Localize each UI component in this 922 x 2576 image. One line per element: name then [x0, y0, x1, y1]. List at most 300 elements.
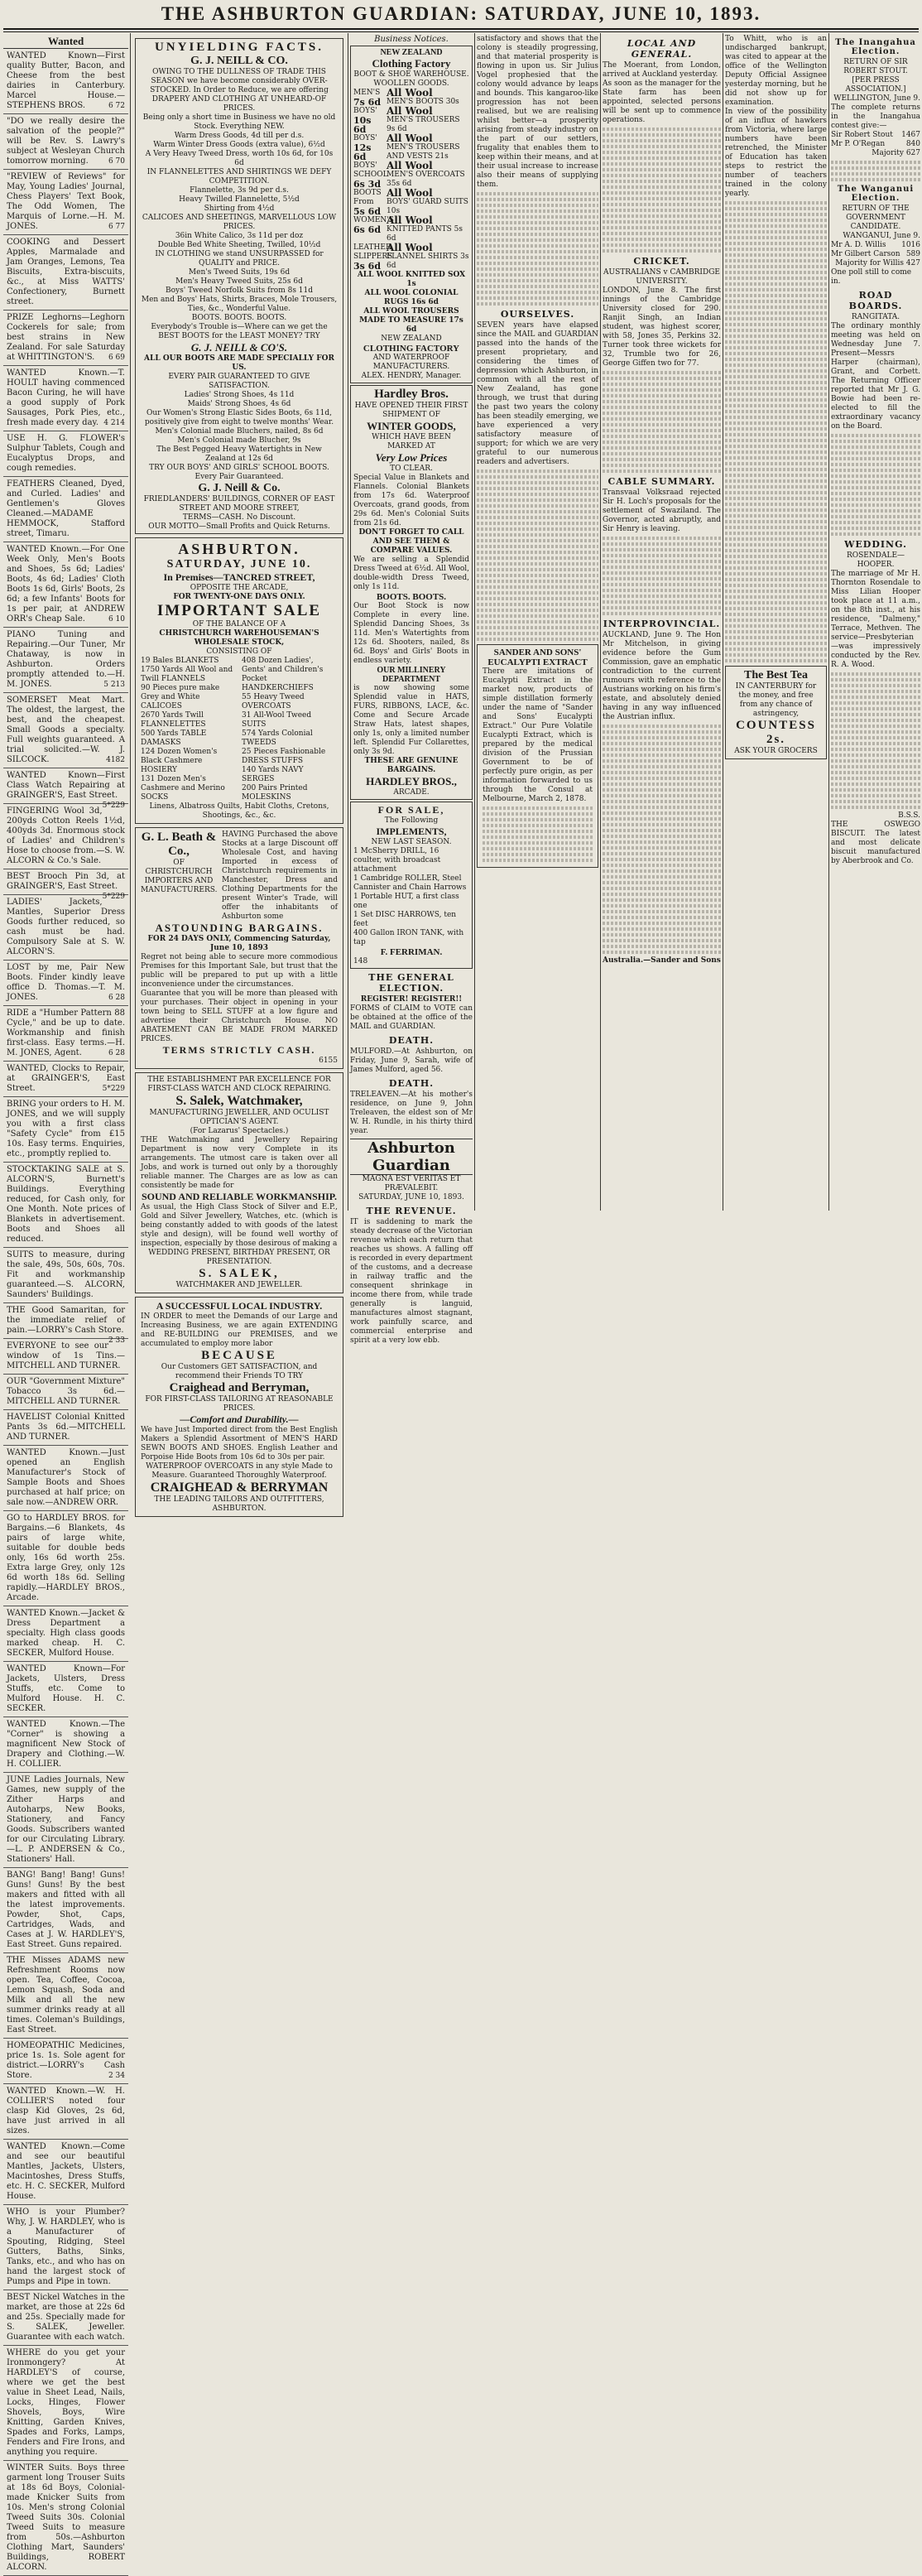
neill-line: Being only a short time in Business we have no old Stock. Everything NEW. — [142, 113, 336, 131]
text-line-placeholder — [603, 566, 721, 569]
wanted-ad-ref: 5*229 — [102, 893, 125, 901]
wool-row-left — [353, 189, 387, 216]
text-line-placeholder — [603, 777, 721, 780]
neill-boots-line: TRY OUR BOYS' AND GIRLS' SCHOOL BOOTS. Every Pair Guaranteed. — [149, 464, 329, 481]
wanted-ad-ref: 5*229 — [102, 802, 125, 810]
text-line-placeholder — [477, 469, 598, 473]
text-line-placeholder — [725, 398, 827, 402]
neill-line: 36in White Calico, 3s 11d per doz — [175, 232, 304, 240]
wool-row — [353, 161, 469, 189]
wedding-heading: WEDDING. — [844, 539, 907, 550]
text-line-placeholder — [603, 458, 721, 461]
text-line-placeholder — [477, 609, 598, 612]
local-paragraph-2: As soon as the manager for the State farm has been appointed, selected persons will be sent up to commence operations. — [603, 79, 721, 124]
text-line-placeholder — [483, 853, 593, 856]
text-line-placeholder — [725, 485, 827, 489]
text-line-placeholder — [831, 777, 920, 780]
text-line-placeholder — [477, 620, 598, 624]
wanted-ad — [3, 235, 128, 311]
text-line-placeholder — [725, 311, 827, 315]
text-line-placeholder — [603, 939, 721, 942]
wanted-ad-text: FEATHERS Cleaned, Dyed, and Curled. Ladies' and Gentlemen's Gloves Cleaned.—MADAME HEMMOCK, Stafford street, Timaru. — [7, 479, 125, 538]
neill-line: Shirting from 4½d — [204, 205, 275, 213]
wanted-ad-text: WANTED Known—First Class Watch Repairing at GRAINGER'S, East Street. — [7, 771, 125, 800]
text-line-placeholder — [477, 614, 598, 618]
sale-balance: OF THE BALANCE OF A — [192, 620, 286, 628]
neill-terms: TERMS—CASH. No Discount. — [182, 513, 296, 522]
text-line-placeholder — [725, 474, 827, 477]
text-line-placeholder — [477, 597, 598, 600]
sale-item: 2670 Yards Twill FLANNELETTES — [141, 711, 206, 729]
wanted-ad — [3, 477, 128, 542]
hardley-millinery: OUR MILLINERY DEPARTMENT — [377, 666, 446, 684]
text-line-placeholder — [725, 427, 827, 431]
text-line-placeholder — [477, 256, 598, 259]
text-line-placeholder — [483, 830, 593, 833]
death-heading: DEATH. — [388, 1035, 435, 1046]
wool-row-left — [353, 107, 387, 134]
wool-row-right — [387, 216, 469, 243]
tea-sub: IN CANTERBURY for the money, and free from any chance of astringency, — [735, 682, 817, 718]
text-line-placeholder — [477, 296, 598, 300]
text-line-placeholder — [477, 545, 598, 548]
sale-item: 90 Pieces pure make Grey and White CALICOES — [141, 684, 220, 710]
text-line-placeholder — [603, 910, 721, 913]
text-line-placeholder — [603, 542, 721, 546]
text-line-placeholder — [725, 230, 827, 234]
oswego-notice: THE OSWEGO BISCUIT. The latest and most delicate biscuit manufactured by Aberbrook and Co. — [831, 821, 920, 865]
neill-boots-sub: EVERY PAIR GUARANTEED TO GIVE SATISFACTION. — [168, 373, 310, 390]
text-line-placeholder — [603, 452, 721, 455]
wanted-ad-text: WANTED Known.—W. H. COLLIER'S noted four clasp Kid Gloves, 2s 6d, have just arrived in all sizes. — [7, 2087, 125, 2135]
wool-row-category: BOYS' SCHOOL — [353, 161, 388, 179]
hardley-footer: HARDLEY BROS., — [366, 775, 457, 787]
neill-line: OWING TO THE DULLNESS OF TRADE THIS SEASON we have become considerably OVER-STOCKED. In Order to Reduce, we are offering — [150, 68, 329, 94]
text-line-placeholder — [477, 585, 598, 589]
wanted-ad-ref: 6 70 — [108, 157, 125, 166]
wanted-ad-text: BANG! Bang! Bang! Guns! Guns! Guns! By the best makers and fitted with all the latest improvements. Powder, Shot, Caps, Cartridges, Wads, and Cases at J. W. HARDLEY'S, East Street. Guns repaired. — [7, 1871, 125, 1949]
salek-wedding: WEDDING PRESENT, BIRTHDAY PRESENT, OR — [148, 1249, 330, 1257]
craighead-motto: —Comfort and Durability.— — [180, 1413, 299, 1425]
wanted-ad-ref: 4 214 — [103, 419, 125, 427]
wanganui-majority: Majority for Willis 427 — [835, 259, 920, 267]
wanted-ad-text: WANTED Known—First quality Butter, Bacon, and Cheese from the best dairies in Canterbury. Marcel House.—STEPHENS BROS. — [7, 51, 125, 110]
text-line-placeholder — [603, 220, 721, 224]
wool-row-price: 6s 3d — [353, 179, 382, 190]
text-line-placeholder — [603, 846, 721, 850]
text-line-placeholder — [477, 273, 598, 277]
craighead-satisfaction: Our Customers GET SATISFACTION, and recommend their Friends TO TRY — [161, 1363, 318, 1380]
wanted-ad-ref: 6 72 — [108, 102, 125, 110]
neill-boots-heading: ALL OUR BOOTS ARE MADE SPECIALLY FOR US. — [144, 354, 334, 372]
text-line-placeholder — [603, 904, 721, 908]
beath-ref: 6155 — [319, 1057, 338, 1065]
text-line-placeholder — [603, 898, 721, 902]
sander-body: There are imitations of Eucalypti Extract in the market now, products of simple distillation formerly under the name of "Sander and Sons' Eucalypti Extract." Our Pure Volatile Eucalypti Extract, which is prepared by the medical division of the Prussian Government to be of perfectly pure origin, as per information forwarded to us through the Consul at Melbourne, March 2, 1878. — [483, 667, 593, 803]
wanted-ad-text: HOMEOPATHIC Medicines, price 1s. 1s. Sole agent for district.—LORRY's Cash Store. — [7, 2041, 125, 2080]
text-line-placeholder — [831, 707, 920, 710]
text-line-placeholder — [725, 410, 827, 413]
wanted-ad-text: BEST Brooch Pin 3d, at GRAINGER'S, East Street. — [7, 872, 125, 891]
wanted-ad — [3, 1006, 128, 1062]
wool-row — [353, 107, 469, 134]
hardley-selling: We are selling a Splendid Dress Tweed at 6½d. All Wool, double-width Dress Tweed, only 1s 11d. — [353, 556, 469, 591]
beath-place: OF CHRISTCHURCH — [145, 859, 213, 876]
neill-boots-line: Men's Colonial made Bluchers, nailed, 8s 6d — [155, 427, 324, 436]
wanted-ad-text: HAVELIST Colonial Knitted Pants 3s 6d.—MITCHELL AND TURNER. — [7, 1413, 125, 1442]
wanted-ad — [3, 311, 128, 366]
wedding-initials: B.S.S. — [898, 811, 920, 820]
text-line-placeholder — [831, 806, 920, 809]
text-line-placeholder — [831, 440, 920, 443]
text-line-placeholder — [603, 835, 721, 838]
text-line-placeholder — [725, 630, 827, 633]
beath-note-2: Guarantee that you will be more than pleased with your purchases. Their object in opening in your town being to SELL STUFF at a low figure and advertise their Christchurch House. NO ABATEMENT CAN BE MADE FROM MARKED PRICES. — [141, 989, 338, 1043]
text-line-placeholder — [603, 554, 721, 557]
wool-row — [353, 216, 469, 243]
neill-line: Men and Boys' Hats, Shirts, Braces, Mole Trousers, Ties, &c., Wonderful Value. — [141, 296, 338, 313]
local-tail: Australia.—Sander and Sons — [603, 956, 721, 965]
wanted-ad — [3, 1446, 128, 1511]
text-line-placeholder — [725, 219, 827, 222]
wanted-ad-text: LOST by me, Pair New Boots. Finder kindly leave office D. Thomas.—T. M. JONES. — [7, 963, 125, 1002]
wanted-ad — [3, 1868, 128, 1953]
text-line-placeholder — [603, 435, 721, 438]
text-line-placeholder — [725, 503, 827, 506]
wanted-ad-text: SOMERSET Meat Mart. The oldest, the largest, the best, and the cheapest. Small Goods a specialty. Full weights guaranteed. A trial solicited.—W. J. SILCOCK. — [7, 696, 125, 764]
sale-items-left — [141, 657, 237, 802]
wool-row-left — [353, 161, 387, 189]
cable-body: Transvaal Volksraad rejected Sir H. Loch's proposals for the settlement of Swaziland. The Governor, acted abruptly, and Sir Henry is leaving. — [603, 489, 721, 533]
text-line-placeholder — [725, 659, 827, 662]
sale-item: 19 Bales BLANKETS — [141, 657, 219, 665]
text-line-placeholder — [725, 653, 827, 657]
text-filler — [831, 434, 920, 536]
text-line-placeholder — [831, 765, 920, 768]
text-line-placeholder — [831, 463, 920, 466]
text-line-placeholder — [603, 180, 721, 183]
text-line-placeholder — [603, 417, 721, 421]
wanted-ad-text: FINGERING Wool 3d, 200yds Cotton Reels 1½d, 400yds 3d. Enormous stock of Ladies' and Children's Hose to choose from.—S. W. ALCORN & Co.'s Sale. — [7, 807, 125, 865]
wanted-ad-text: WINTER Suits. Boys three garment long Trouser Suits at 18s 6d Boys, Colonial-made Knicker Suits from 10s. Men's strong Colonial Tweed Suits 30s. Colonial Tweed Suits to measure from 50s.—Ashburton Clothing Mart, Saunders' Buildings, ROBERT ALCORN. — [7, 2463, 125, 2572]
sale-item: 124 Dozen Women's Black Cashmere HOSIERY — [141, 748, 218, 774]
wanted-ad — [3, 431, 128, 477]
hardley-winter: WINTER GOODS, — [367, 420, 456, 432]
text-line-placeholder — [477, 551, 598, 554]
text-line-placeholder — [603, 881, 721, 884]
text-filler — [603, 371, 721, 473]
wanted-ad — [3, 869, 128, 901]
text-line-placeholder — [603, 400, 721, 403]
inangahua-majority: Majority 627 — [872, 149, 920, 157]
local-news-column — [603, 35, 721, 1209]
text-line-placeholder — [831, 161, 920, 164]
wool-row-left — [353, 243, 393, 272]
text-line-placeholder — [831, 684, 920, 687]
text-line-placeholder — [477, 556, 598, 560]
text-line-placeholder — [831, 434, 920, 437]
editorial-intro: satisfactory and shows that the colony is steadily progressing, and that material prosperity is flowing in upon us. Sir Julius Vogel prophesied that the colony would advance by leaps and bounds. This kangaroo-like progression has not been realised, but we are realising whilst better—a prosperity arising from steady industry on the part of our settlers, frugality that enables them to keep within their means, and at their usual increase to increase also their means of supplying them. — [477, 35, 598, 189]
text-line-placeholder — [831, 730, 920, 734]
text-line-placeholder — [831, 172, 920, 176]
craighead-advertisement — [135, 1297, 343, 1517]
hardley-dont: DON'T FORGET TO CALL AND SEE THEM & COMPARE VALUES. — [358, 528, 464, 555]
text-line-placeholder — [831, 678, 920, 681]
text-line-placeholder — [483, 812, 593, 816]
sale-opposite: OPPOSITE THE ARCADE, — [190, 584, 289, 592]
wanted-ad — [3, 895, 128, 961]
text-line-placeholder — [603, 214, 721, 218]
text-line-placeholder — [477, 233, 598, 236]
text-line-placeholder — [477, 574, 598, 577]
text-line-placeholder — [831, 498, 920, 501]
text-line-placeholder — [603, 133, 721, 137]
sale-item: 500 Yards TABLE DAMASKS — [141, 729, 207, 747]
wanted-ad — [3, 1511, 128, 1606]
revenue-body: IT is saddening to mark the steady decrease of the Victorian revenue which each return that reaches us shows. A falling off is recorded in every department of the customs, and a decrease in railway traffic and the consequent shrinkage in income there from, while trade generally is languid, manufactures almost stagnant, work painfully scarce, and commercial enterprise and spirit at a very low ebb. — [350, 1218, 473, 1345]
text-line-placeholder — [603, 388, 721, 392]
wool-row-item: MEN'S TROUSERS AND VESTS 21s — [387, 143, 460, 161]
news-paragraph-2: In view of the possibility of an influx of hawkers from Victoria, where large numbers have been retrenched, the Minister of Education has taken steps to restrict the number of teachers trained in the colony yearly. — [725, 108, 827, 198]
text-line-placeholder — [477, 539, 598, 542]
text-line-placeholder — [603, 759, 721, 763]
wedding-body: The marriage of Mr H. Thornton Rosendale to Miss Lilian Hooper took place at 11 a.m., on the 8th inst., at his residence, "Dalmeny," Terrace, Methven. The service—Presbyterian—was impressively conducted by the Rev. R. A. Wood. — [831, 570, 920, 669]
wool-row-price: 6s 6d — [353, 224, 382, 235]
ourselves-heading: OURSELVES. — [500, 309, 575, 320]
text-line-placeholder — [725, 613, 827, 616]
beath-note-1: Regret not being able to secure more commodious Premises for this Important Sale, but trust that the public will be prepared to put up with a little inconvenience under the circumstances. — [141, 953, 338, 989]
text-line-placeholder — [603, 823, 721, 826]
wanted-ad-text: WANTED, Clocks to Repair, at GRAINGER'S, East Street. — [7, 1064, 125, 1093]
text-line-placeholder — [603, 840, 721, 844]
implements-ferriman: F. FERRIMAN. — [380, 947, 443, 957]
neill-line: IN CLOTHING we stand UNSURPASSED for QUALITY and PRICE. — [155, 250, 324, 267]
beath-days: FOR 24 DAYS ONLY, Commencing Saturday, June 10, 1893 — [147, 935, 331, 952]
text-line-placeholder — [603, 469, 721, 473]
text-line-placeholder — [603, 869, 721, 873]
inangahua-intro: The complete returns in the Inangahua contest give:— — [831, 104, 920, 130]
text-line-placeholder — [725, 601, 827, 604]
wanted-ad — [3, 1248, 128, 1303]
text-line-placeholder — [725, 445, 827, 448]
wanted-ad-ref: 2 34 — [108, 2072, 125, 2080]
wanted-ad-text: GO to HARDLEY BROS. for Bargains.—6 Blankets, 4s pairs of large white, suitable for double beds only, 16s 6d worth 25s. Extra large Grey, only 12s 6d worth 18s 6d. Selling rapidly.—HARDLEY BROS., Arcade. — [7, 1514, 125, 1602]
wool-row-label: All Wool — [387, 105, 433, 117]
neill-line: BOOTS. BOOTS. BOOTS. — [191, 314, 287, 322]
text-line-placeholder — [603, 951, 721, 954]
neill-line: Men's Heavy Tweed Suits, 25s 6d — [175, 277, 303, 286]
text-line-placeholder — [831, 690, 920, 693]
text-line-placeholder — [603, 249, 721, 253]
text-line-placeholder — [831, 532, 920, 536]
text-line-placeholder — [477, 527, 598, 531]
beath-trade: IMPORTERS AND MANUFACTURERS. — [141, 877, 218, 894]
road-boards-body: The ordinary monthly meeting was held on Wednesday June 7. Present—Messrs Harper (chairman), Grant, and Corbett. The Returning Officer reported that Mr J. G. Bowie had been re-elected to fill the extraordinary vacancy on the Board. — [831, 322, 920, 431]
text-line-placeholder — [603, 537, 721, 540]
salek-establishment: THE ESTABLISHMENT PAR EXCELLENCE FOR FIRST-CLASS WATCH AND CLOCK REPAIRING. — [147, 1076, 331, 1093]
candidate-votes: 1467 — [901, 131, 920, 139]
wanted-ad-ref: 6 10 — [108, 615, 125, 624]
candidate-name: Mr P. O'Regan — [831, 140, 886, 148]
local-general-heading: LOCAL AND GENERAL. — [627, 38, 697, 60]
text-line-placeholder — [603, 162, 721, 166]
sale-item: 200 Pairs Printed MOLESKINS — [242, 784, 308, 802]
column-divider — [474, 33, 475, 1211]
wanted-ad — [3, 2290, 128, 2346]
text-line-placeholder — [603, 606, 721, 609]
text-line-placeholder — [477, 198, 598, 201]
text-line-placeholder — [725, 358, 827, 361]
wanted-ad — [3, 49, 128, 114]
wanted-ad-text: SUITS to measure, during the sale, 49s, 50s, 60s, 70s. Fit and workmanship guaranteed.—S. ALCORN, Saunders' Buildings. — [7, 1250, 125, 1299]
text-line-placeholder — [603, 232, 721, 235]
text-line-placeholder — [725, 514, 827, 518]
wanted-ad — [3, 804, 128, 869]
wanted-ad-text: THE Misses ADAMS new Refreshment Rooms now open. Tea, Coffee, Cocoa, Lemon Squash, Soda and Milk and all the new summer drinks ready at all times. Coleman's Buildings, East Street. — [7, 1956, 125, 2034]
text-line-placeholder — [603, 736, 721, 739]
text-line-placeholder — [831, 771, 920, 774]
wanted-ad-text: PIANO Tuning and Repairing.—Our Tuner, Mr Chataway, is now in Ashburton. Orders promptly attended to.—H. M. JONES. — [7, 630, 125, 689]
implements-heading: IMPLEMENTS, — [376, 826, 447, 837]
text-line-placeholder — [477, 516, 598, 519]
text-line-placeholder — [603, 864, 721, 867]
text-line-placeholder — [725, 352, 827, 355]
wool-row-right — [387, 89, 469, 107]
wanted-ad-text: PRIZE Leghorns—Leghorn Cockerels for sale; from best strains in New Zealand. For sale Saturday at WHITTINGTON'S. — [7, 313, 125, 362]
salek-name-footer: S. SALEK, — [199, 1267, 280, 1280]
wanted-ad-text: WANTED Known.—Just opened an English Manufacturer's Stock of Sample Boots and Shoes purchased at half price; on sale now.—ANDREW ORR. — [7, 1448, 125, 1507]
nz-heading-2: NEW ZEALAND — [381, 335, 442, 343]
wanted-ad — [3, 1097, 128, 1163]
wanted-ad-text: BRING your orders to H. M. JONES, and we will supply you with a first class "Safety Cycle" from £15 10s. Easy terms. Enquiries, etc., promptly replied to. — [7, 1100, 125, 1158]
wanted-ad — [3, 366, 128, 431]
column-divider — [828, 33, 829, 1211]
text-line-placeholder — [603, 922, 721, 925]
text-line-placeholder — [477, 204, 598, 207]
sale-title: IMPORTANT SALE — [156, 602, 322, 619]
text-line-placeholder — [477, 603, 598, 606]
text-line-placeholder — [725, 323, 827, 326]
neill-line: Flannelette, 3s 9d per d.s. — [190, 186, 289, 195]
wanted-ad-text: "DO we really desire the salvation of the people?" will be Rev. S. Lawry's subject at Wesleyan Church tomorrow morning. — [7, 117, 125, 166]
text-line-placeholder — [483, 835, 593, 839]
display-ads-column — [132, 35, 346, 1513]
text-line-placeholder — [831, 469, 920, 472]
text-line-placeholder — [483, 807, 593, 810]
text-line-placeholder — [603, 243, 721, 247]
wanted-ad — [3, 2205, 128, 2290]
beath-firm: G. L. Beath & Co., — [141, 831, 217, 858]
text-line-placeholder — [603, 464, 721, 467]
text-line-placeholder — [831, 736, 920, 739]
text-line-placeholder — [725, 277, 827, 280]
text-line-placeholder — [725, 456, 827, 460]
text-line-placeholder — [725, 375, 827, 378]
text-line-placeholder — [603, 765, 721, 768]
implement-item: 1 Cambridge ROLLER, Steel Cannister and Chain Harrows — [353, 874, 467, 892]
sale-item: 55 Heavy Tweed OVERCOATS — [242, 693, 305, 710]
text-line-placeholder — [725, 329, 827, 332]
masthead-rule-thin — [3, 31, 919, 32]
salek-sub: MANUFACTURING JEWELLER, AND OCULIST OPTICIAN'S AGENT. — [149, 1109, 329, 1126]
craighead-town: ASHBURTON. — [212, 1505, 267, 1513]
wool-row-category: MEN'S — [353, 89, 381, 97]
text-line-placeholder — [831, 509, 920, 513]
text-line-placeholder — [831, 521, 920, 524]
paper-date: SATURDAY, JUNE 10, 1893. — [358, 1193, 464, 1201]
implements-forsale: FOR SALE, — [377, 804, 445, 816]
wool-row-right — [387, 243, 469, 271]
wool-row-label: All Wool — [387, 87, 433, 99]
text-line-placeholder — [477, 493, 598, 496]
wool-trousers: ALL WOOL TROUSERS MADE TO MEASURE 17s 6d — [359, 307, 463, 334]
implements-season: NEW LAST SEASON. — [371, 838, 452, 846]
text-line-placeholder — [603, 577, 721, 580]
text-line-placeholder — [725, 526, 827, 529]
text-line-placeholder — [603, 203, 721, 206]
wanted-heading: Wanted — [3, 35, 128, 49]
beath-body: HAVING Purchased the above Stocks at a large Discount off Wholesale Cost, and having Imported in excess of Christchurch requirements in Manchester, Dress and Clothing Departments for the present Winter's Trade, will offer the inhabitants of Ashburton some — [222, 831, 338, 921]
text-line-placeholder — [725, 265, 827, 268]
masthead-title: THE ASHBURTON GUARDIAN: SATURDAY, JUNE 10, 1893. — [161, 3, 761, 24]
text-line-placeholder — [477, 562, 598, 566]
wanted-ad-text: WANTED Known.—For One Week Only, Men's Boots and Shoes, 5s 6d; Ladies' Boots, 4s 6d; Ladies' Cloth Boots 1s 6d, Girls' Boots, 2s 6d; a few Infants' Boots for 1s per pair, at ANDREW ORR's Cheap Sale. — [7, 545, 125, 624]
text-line-placeholder — [603, 811, 721, 815]
text-line-placeholder — [603, 185, 721, 189]
text-line-placeholder — [603, 429, 721, 432]
wanted-ad — [3, 628, 128, 693]
wool-row-label: All Wool — [387, 160, 433, 171]
neill-firm: G. J. NEILL & CO. — [190, 55, 288, 67]
wanted-ad — [3, 1062, 128, 1097]
wanted-ad — [3, 768, 128, 810]
sale-advertisement — [135, 537, 343, 824]
wool-row-label: All Wool — [387, 132, 433, 144]
text-line-placeholder — [477, 262, 598, 265]
text-line-placeholder — [725, 543, 827, 546]
text-line-placeholder — [603, 589, 721, 592]
wanted-ad — [3, 114, 128, 170]
cricket-heading: CRICKET. — [633, 256, 690, 267]
text-line-placeholder — [603, 927, 721, 931]
column-divider — [130, 33, 131, 1211]
text-filler — [603, 128, 721, 253]
text-line-placeholder — [725, 364, 827, 367]
text-line-placeholder — [725, 306, 827, 309]
neill-boots-lines — [141, 391, 338, 482]
text-line-placeholder — [603, 209, 721, 212]
neill-line: Double Bed White Sheeting, Twilled, 10½d — [157, 241, 321, 249]
wool-row-item: MEN'S BOOTS 30s — [387, 98, 459, 106]
nz-heading: NEW ZEALAND — [380, 48, 443, 57]
text-line-placeholder — [603, 887, 721, 890]
wanted-ad-text: WANTED Known.—The "Corner" is showing a magnificent New Stock of Drapery and Clothing.—W. H. COLLIER. — [7, 1720, 125, 1769]
text-line-placeholder — [603, 806, 721, 809]
text-filler — [831, 672, 920, 809]
business-notices-column — [350, 35, 473, 1345]
text-line-placeholder — [725, 439, 827, 442]
election-results-column — [831, 35, 920, 1209]
implements-following: The Following — [384, 816, 439, 825]
text-line-placeholder — [477, 591, 598, 595]
wanted-ad-ref: 4182 — [106, 756, 125, 764]
wanted-ad-text: RIDE a "Humber Pattern 88 Cycle," and be up to date. Workmanship and finish first-class. Easy terms.—H. M. JONES, Agent. — [7, 1009, 125, 1057]
interprovincial-heading: INTERPROVINCIAL. — [603, 619, 721, 629]
text-line-placeholder — [603, 548, 721, 551]
text-line-placeholder — [725, 248, 827, 251]
text-line-placeholder — [603, 560, 721, 563]
text-line-placeholder — [725, 300, 827, 303]
